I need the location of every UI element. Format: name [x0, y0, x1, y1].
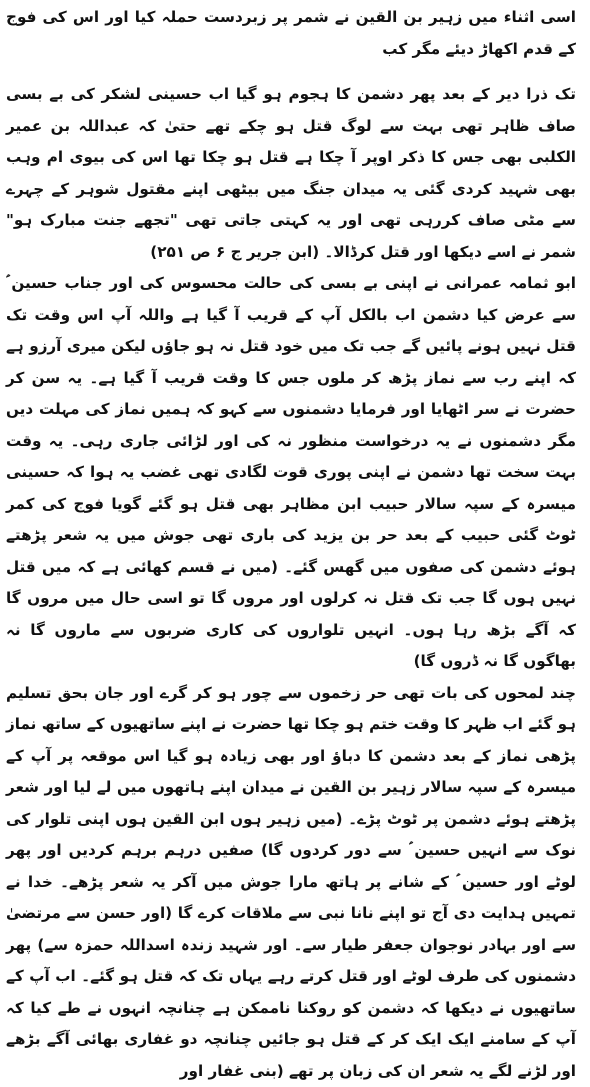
paragraph-1: اسی اثناء میں زہیر بن القین نے شمر پر زبردست حملہ کیا اور اس کی فوج کے قدم اکھاڑ دیئے مگر کب: [6, 2, 576, 65]
paragraph-3: ابو ثمامہ عمرانی نے اپنی بے بسی کی حالت محسوس کی اور جناب حسین ؑ سے عرض کیا دشمن اب بالکل آپ کے قریب آ گیا ہے واللہ آپ اس وقت تک قتل نہیں ہونے پائیں گے جب تک میں خود قتل نہ ہو جاؤں لیکن میری آرزو ہے کہ اپنے رب سے نماز پڑھ کر ملوں جس کا وقت قریب آ گیا ہے۔ یہ سن کر حضرت نے سر اٹھایا اور فرمایا دشمنوں سے کہو کہ ہمیں نماز کی مہلت دیں مگر دشمنوں نے یہ درخواست منظور نہ کی اور لڑائی جاری رہی۔ یہ وقت بہت سخت تھا دشمن نے اپنی پوری قوت لگادی تھی غضب یہ ہوا کہ حسینی میسرہ کے سپہ سالار حبیب ابن مظاہر بھی قتل ہو گئے گویا فوج کی کمر ٹوٹ گئی حبیب کے بعد حر بن یزید کی باری تھی جوش میں یہ شعر پڑھتے ہوئے دشمن کی صفوں میں گھس گئے۔ (میں نے قسم کھائی ہے کہ میں قتل نہیں ہوں گا جب تک قتل نہ کرلوں اور مروں گا تو اسی حال میں مروں گا کہ آگے بڑھ رہا ہوں۔ انہیں تلواروں کی کاری ضربوں سے ماروں گا نہ بھاگوں گا نہ ڈروں گا): [6, 268, 576, 678]
paragraph-2: تک ذرا دیر کے بعد پھر دشمن کا ہجوم ہو گیا اب حسینی لشکر کی بے بسی صاف ظاہر تھی بہت سے لوگ قتل ہو چکے تھے حتیٰ کہ عبداللہ بن عمیر الکلبی بھی جس کا ذکر اوپر آ چکا ہے قتل ہو چکا تھا اس کی بیوی ام وہب بھی شہید کردی گئی یہ میدان جنگ میں بیٹھی اپنے مقتول شوہر کے چہرے سے مٹی صاف کررہی تھی اور یہ کہتی جاتی تھی "تجھے جنت مبارک ہو" شمر نے اسے دیکھا اور قتل کرڈالا۔ (ابن جریر ج ۶ ص ۲۵۱): [6, 79, 576, 268]
paragraph-4: چند لمحوں کی بات تھی حر زخموں سے چور ہو کر گرے اور جان بحق تسلیم ہو گئے اب ظہر کا وقت ختم ہو چکا تھا حضرت نے اپنے ساتھیوں کے ساتھ نماز پڑھی نماز کے بعد دشمن کا دباؤ اور بھی زیادہ ہو گیا اس موقعہ پر آپ کے میسرہ کے سپہ سالار زہیر بن القین نے میدان اپنے ہاتھوں میں لے لیا اور شعر پڑھتے ہوئے دشمن پر ٹوٹ پڑے۔ (میں زہیر ہوں ابن القین ہوں اپنی تلوار کی نوک سے انہیں حسین ؑ سے دور کردوں گا) صفیں درہم برہم کردیں اور پھر لوٹے اور حسین ؑ کے شانے پر ہاتھ مارا جوش میں آکر یہ شعر پڑھے۔ خدا نے تمہیں ہدایت دی آج تو اپنے نانا نبی سے ملاقات کرے گا (اور حسن سے مرتضیٰ سے اور بہادر نوجوان جعفر طیار سے۔ اور شہید زندہ اسداللہ حمزہ سے) پھر دشمنوں کی طرف لوٹے اور قتل کرتے رہے یہاں تک کہ قتل ہو گئے۔ اب آپ کے ساتھیوں نے دیکھا کہ دشمن کو روکنا ناممکن ہے چنانچہ انہوں نے طے کیا کہ آپ کے سامنے ایک ایک کر کے قتل ہو جائیں چنانچہ دو غفاری بھائی آگے بڑھے اور لڑنے لگے یہ شعر ان کی زبان پر تھے (بنی غفار اور: [6, 678, 576, 1087]
